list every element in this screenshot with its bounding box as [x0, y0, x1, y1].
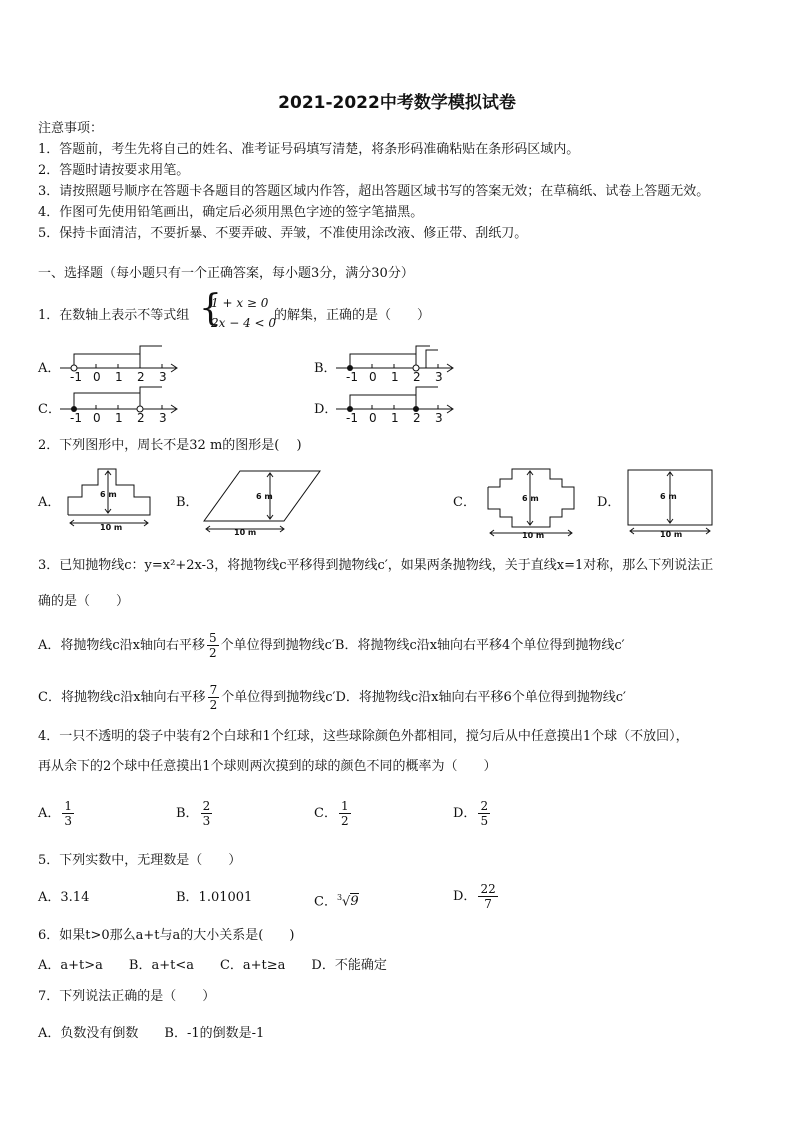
q3-option-c-text-end: 个单位得到抛物线c′ — [221, 690, 336, 705]
number-line-a — [58, 344, 182, 384]
q4-stem-line2: 再从余下的2个球中任意摸出1个球则两次摸到的球的颜色不同的概率为（ ） — [38, 759, 497, 774]
q1-inequality-1: 1 + x ≥ 0 — [211, 296, 269, 310]
q3-option-d: D．将抛物线c沿x轴向右平移6个单位得到抛物线c′ — [335, 690, 626, 705]
svg-text:10 m: 10 m — [100, 523, 123, 532]
svg-text:1: 1 — [391, 370, 399, 384]
svg-text:2: 2 — [137, 411, 145, 425]
note-item: 1．答题前，考生先将自己的姓名、准考证号码填写清楚，将条形码准确粘贴在条形码区域内。 — [38, 142, 580, 157]
svg-text:10 m: 10 m — [234, 528, 257, 537]
section-heading: 一、选择题（每小题只有一个正确答案，每小题3分，满分30分） — [38, 266, 414, 281]
number-line-b — [334, 344, 458, 384]
q2-option-label: D． — [597, 495, 621, 510]
q5-stem: 5．下列实数中，无理数是（ ） — [38, 853, 242, 868]
svg-text:1: 1 — [115, 370, 123, 384]
q6-stem: 6．如果t>0那么a+t与a的大小关系是( ) — [38, 928, 295, 943]
svg-text:-1: -1 — [70, 411, 82, 425]
svg-text:0: 0 — [369, 411, 377, 425]
q3-stem-line1: 3．已知抛物线c：y=x²+2x-3，将抛物线c平移得到抛物线c′，如果两条抛物线，关于直线x=1对称，那么下列说法正 — [38, 558, 714, 573]
svg-text:3: 3 — [159, 370, 167, 384]
svg-text:6 m: 6 m — [522, 494, 539, 503]
fraction: $\frac{2}{3}$ — [202, 799, 211, 828]
q3-option-a-text: A．将抛物线c沿x轴向右平移 — [38, 638, 206, 653]
svg-text:2: 2 — [413, 411, 421, 425]
svg-text:6 m: 6 m — [100, 490, 117, 499]
svg-text:6 m: 6 m — [256, 492, 273, 501]
q3-stem-line2: 确的是（ ） — [38, 594, 130, 609]
fraction: $\frac{22}{7}$ — [480, 882, 496, 911]
svg-text:3: 3 — [435, 370, 443, 384]
figure-rectangle — [624, 465, 716, 539]
figure-cross-shape — [484, 465, 580, 539]
svg-text:2: 2 — [137, 370, 145, 384]
svg-text:-1: -1 — [346, 370, 358, 384]
q1-option-label: A． — [38, 361, 61, 376]
system-brace: { — [199, 288, 222, 329]
q1-inequality-2: 2x − 4 < 0 — [211, 316, 277, 330]
note-item: 5．保持卡面清洁，不要折暴、不要弄破、弄皱，不准使用涂改液、修正带、刮纸刀。 — [38, 226, 528, 241]
q5-option-a: A．3.14 — [38, 890, 90, 905]
note-item: 3．请按照题号顺序在答题卡各题目的答题区域内作答，超出答题区域书写的答案无效；在草稿纸、试卷上答题无效。 — [38, 184, 710, 199]
svg-text:3: 3 — [159, 411, 167, 425]
note-item: 2．答题时请按要求用笔。 — [38, 163, 190, 178]
svg-text:0: 0 — [93, 411, 101, 425]
number-line-d — [334, 385, 458, 425]
svg-text:2: 2 — [413, 370, 421, 384]
number-line-c — [58, 385, 182, 425]
q3-option-a — [38, 630, 625, 662]
notes-heading: 注意事项： — [38, 121, 104, 136]
page-title: 2021-2022中考数学模拟试卷 — [278, 93, 516, 113]
q1-suffix: 的解集，正确的是（ ） — [274, 308, 431, 323]
svg-text:6 m: 6 m — [660, 492, 677, 501]
note-item: 4．作图可先使用铅笔画出，确定后必须用黑色字迹的签字笔描黑。 — [38, 205, 424, 220]
q4-option-b: B． $\frac{2}{3}$ — [176, 799, 211, 828]
q1-prefix: 1．在数轴上表示不等式组 — [38, 308, 190, 323]
svg-text:10 m: 10 m — [522, 531, 545, 539]
q7-options: A．负数没有倒数 B．-1的倒数是-1 — [38, 1026, 265, 1041]
q3-option-c-text: C．将抛物线c沿x轴向右平移 — [38, 690, 206, 705]
svg-text:0: 0 — [369, 370, 377, 384]
q7-stem: 7．下列说法正确的是（ ） — [38, 989, 216, 1004]
q4-stem-line1: 4．一只不透明的袋子中装有2个白球和1个红球，这些球除颜色外都相同，搅匀后从中任意摸出1个球（不放回）， — [38, 729, 689, 744]
q4-option-a: A． $\frac{1}{3}$ — [38, 799, 73, 828]
q2-option-label: B． — [176, 495, 199, 510]
svg-text:3: 3 — [435, 411, 443, 425]
fraction: $\frac{1}{2}$ — [340, 799, 349, 828]
svg-text:-1: -1 — [70, 370, 82, 384]
q5-option-d: D． $\frac{22}{7}$ — [453, 882, 496, 911]
q2-option-label: C． — [453, 495, 476, 510]
q2-option-label: A． — [38, 495, 61, 510]
q4-option-d: D． $\frac{2}{5}$ — [453, 799, 489, 828]
q3-option-c — [38, 682, 626, 714]
fraction: $\frac{1}{3}$ — [64, 799, 73, 828]
svg-text:-1: -1 — [346, 411, 358, 425]
q1-option-label: C． — [38, 402, 61, 417]
fraction: $\frac{2}{5}$ — [480, 799, 489, 828]
svg-text:1: 1 — [115, 411, 123, 425]
q1-option-label: B． — [314, 361, 337, 376]
q3-option-a-text-end: 个单位得到抛物线c′ — [220, 638, 335, 653]
q2-stem: 2．下列图形中，周长不是32 m的图形是( ) — [38, 438, 302, 453]
q1-option-label: D． — [314, 402, 338, 417]
q3-option-b: B．将抛物线c沿x轴向右平移4个单位得到抛物线c′ — [334, 638, 625, 653]
fraction: $\frac{5}{2}$ — [209, 631, 217, 660]
figure-parallelogram — [200, 465, 324, 537]
svg-text:1: 1 — [391, 411, 399, 425]
figure-stepped-shape — [62, 465, 158, 537]
svg-text:0: 0 — [93, 370, 101, 384]
fraction: $\frac{7}{2}$ — [209, 683, 218, 712]
q4-option-c: C． $\frac{1}{2}$ — [314, 799, 349, 828]
q5-option-b: B．1.01001 — [176, 890, 253, 905]
q5-option-c: C．$^3$√9 — [314, 893, 359, 910]
svg-text:10 m: 10 m — [660, 530, 683, 539]
q6-options: A．a+t>a B．a+t<a C．a+t≥a D．不能确定 — [38, 958, 387, 973]
